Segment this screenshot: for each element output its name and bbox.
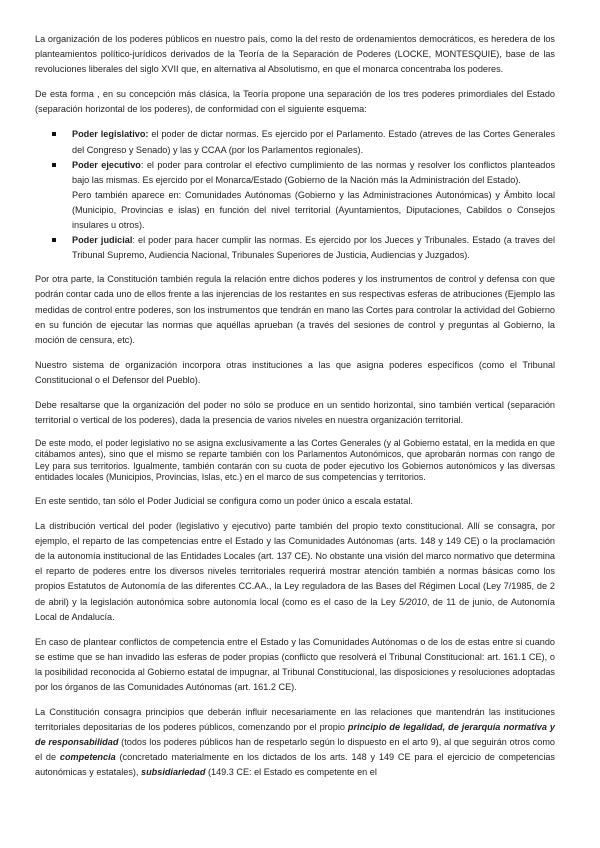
square-bullet-icon [52, 132, 56, 136]
text-legislative: el poder de dictar normas. Es ejercido por el Parlamento. Estado (atreves de las Cortes Generales del Congreso y Senado) y las y CCAA (por los Parlamentos regionales). [72, 129, 556, 155]
term-judicial: Poder judicial [72, 235, 133, 246]
text-principles-e: (concretado materialmente en los dictados de los arts. 148 y 149 CE para el ejercicio de competencias autonómicas y estatales), [35, 752, 555, 778]
list-item-legislative [72, 127, 555, 157]
principle-subsidiarity: subsidiariedad [141, 767, 206, 778]
text-judicial: : el poder para hacer cumplir las normas. Es ejercido por los Jueces y Tribunales. Estado (a traves del Tribunal Supremo, Audiencia Nacional, Tribunales Superiores de Justicia, Audiencias y Juzgados). [72, 235, 555, 261]
list-item-executive [72, 158, 555, 233]
text-executive: : el poder para controlar el efectivo cumplimiento de las normas y resolver los conflictos planteados bajo las mismas. Es ejercido por el Monarca/Estado (Gobierno de la Nación más la Administración del Estado). [72, 159, 556, 185]
paragraph-intro: La organización de los poderes públicos en nuestro país, como la del resto de ordenamientos democráticos, es heredera de los planteamientos político-jurídicos derivados de la Teoría de la Separación de Poderes (LOCKE, MONTESQUIE), base de las revoluciones liberales del siglo XVII que, en alternativa al Absolutismo, en que el monarca concentraba los poderes. [35, 34, 555, 75]
text-principles-c: (todos los poderes públicos han de respetarlo según lo dispuesto en el arto 9), al que seguirán otros como el de [35, 737, 555, 763]
paragraph-competence-conflicts: En caso de plantear conflictos de competencia entre el Estado y las Comunidades Autónomas o de los de estas entre si cuando se estime que se han invadido las esferas de poder propias (conflicto que resolverá el Tribunal Constitucional: art. 161.1 CE), o la posibilidad reconocida al Gobierno estatal de impugnar, al Tribunal Constitucional, las disposiciones y resoluciones adoptadas por los órganos de las Comunidades Autónomas (art. 161.2 CE). [35, 636, 555, 692]
paragraph-vertical-separation: Debe resaltarse que la organización del poder no sólo se produce en un sentido horizontal, sino también vertical (separación territorial o vertical de los poderes), dada la presencia de varios niveles en nuestra organización territorial. [35, 399, 555, 426]
text-executive-extra: Pero también aparece en: Comunidades Autónomas (Gobierno y las Administraciones Autonómicas) y Ámbito local (Municipio, Provincias e islas) en función del nivel territorial (Ayuntamientos, Diputaciones, Cabildos o Consejos insulares u otros). [72, 189, 555, 231]
paragraph-vertical-distribution [35, 519, 555, 625]
text-vertical-distribution-b: , de 11 de junio, de Autonomía Local de Andalucía. [35, 596, 555, 622]
paragraph-legislative-distribution: De este modo, el poder legislativo no se asigna exclusivamente a las Cortes Generales (y al Gobierno estatal, en la medida en que citábamos antes), sino que el mismo se reparte también con los Parlamentos Autonómicos, que aprobarán normas con rango de Ley para sus territorios. Igualmente, también contarán con su cuota de poder ejecutivo los Gobiernos autonómicos y las diversas entidades locales (Municipios, Provincias, Islas, etc.) en el marco de sus competencias y territorios. [35, 438, 555, 482]
square-bullet-icon [52, 163, 56, 167]
paragraph-classic-theory: De esta forma , en su concepción más clásica, la Teoría propone una separación de los tres poderes primordiales del Estado (separación horizontal de los poderes), de conformidad con el siguiente esquema: [35, 89, 555, 115]
paragraph-judicial-unique: En este sentido, tan sólo el Poder Judicial se configura como un poder único a escala estatal. [35, 495, 413, 506]
law-number: 5/2010 [398, 596, 427, 607]
principle-competence: competencia [59, 752, 116, 763]
text-principles-a: La Constitución consagra principios que deberán influir necesariamente en las relaciones que mantendrán las instituciones territoriales depositarias de los poderes públicos, comenzando por el propio [35, 707, 555, 733]
principle-legality: principio de legalidad, de jerarquía normativa y de responsabilidad [35, 722, 555, 748]
paragraph-other-institutions: Nuestro sistema de organización incorpora otras instituciones a las que asigna poderes específicos (como el Tribunal Constitucional o el Defensor del Pueblo). [35, 359, 555, 385]
term-executive: Poder ejecutivo [72, 159, 141, 170]
term-legislative: Poder legislativo: [72, 129, 149, 140]
powers-list [35, 127, 555, 263]
text-principles-g: (149.3 CE: el Estado es competente en el [205, 767, 377, 778]
list-item-judicial [72, 233, 555, 263]
text-vertical-distribution-a: La distribución vertical del poder (legislativo y ejecutivo) parte también del propio texto constitucional. Allí se consagra, por ejemplo, el reparto de las competencias entre el Estado y las Comunidades Autónomas (arts. 148 y 149 CE) o la proclamación de la autonomía institucional de las Entidades Locales (art. 137 CE). No obstante una visión del marco normativo que determina el reparto de poderes entre los diversos niveles territoriales requerirá mostrar atención también a normas básicas como los propios Estatutos de Autonomía de las diferentes CC.AA., la Ley reguladora de las Bases del Régimen Local (Ley 7/1985, de 2 de abril) y la legislación autonómica sobre autonomía local (como es el caso de la Ley [35, 521, 555, 607]
paragraph-control-relations: Por otra parte, la Constitución también regula la relación entre dichos poderes y los instrumentos de control y defensa con que podrán contar cada uno de ellos frente a las injerencias de los restantes en sus respectivas esferas de atribuciones (Ejemplo las medidas de control entre poderes, son los instrumentos que tendrán en mano las Cortes para controlar la actividad del Gobierno en su función de ejecutar las normas que aquéllas aprueban (a través del sesiones de control y preguntas al Gobierno, la moción de censura, etc). [35, 274, 555, 345]
paragraph-principles [35, 705, 555, 780]
square-bullet-icon [52, 238, 56, 242]
